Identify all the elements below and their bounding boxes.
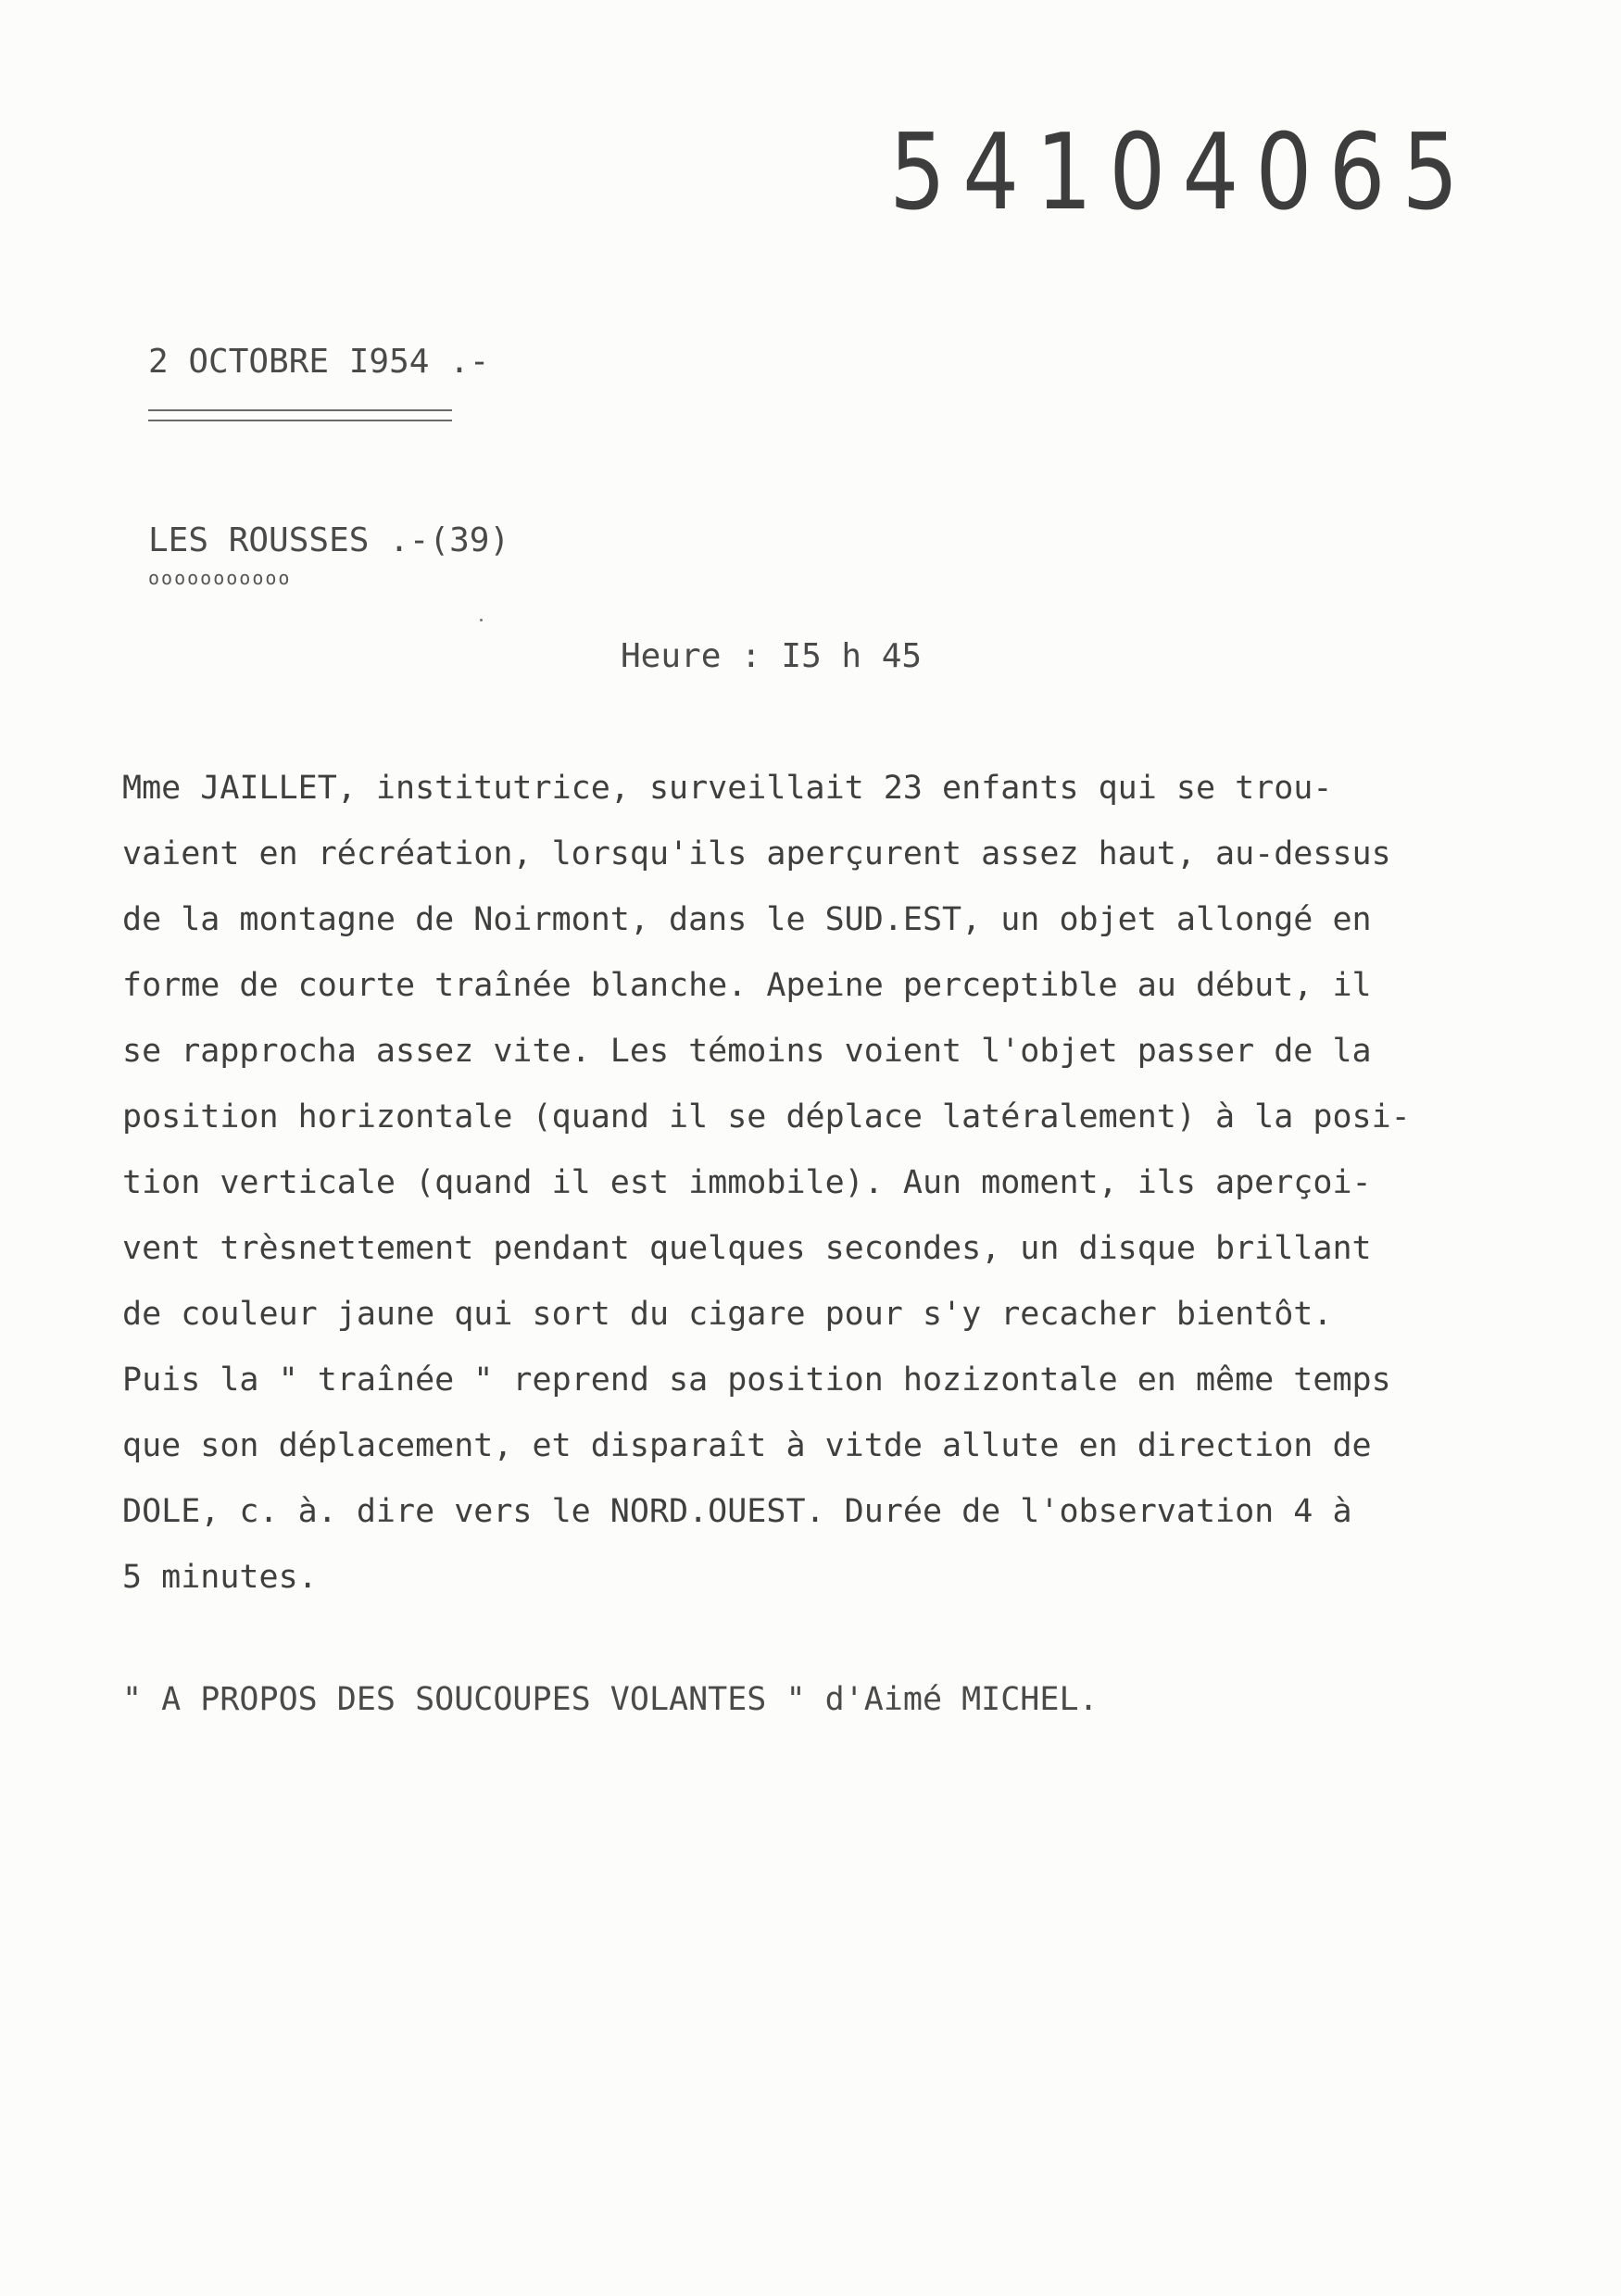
date-underline <box>148 409 452 421</box>
body-line: Puis la " traînée " reprend sa position hozizontale en même temps <box>122 1361 1391 1399</box>
body-line: se rapprocha assez vite. Les témoins voient l'objet passer de la <box>122 1033 1372 1070</box>
body-line: position horizontale (quand il se déplace latéralement) à la posi- <box>122 1098 1411 1135</box>
document-number: 54104065 <box>889 111 1476 234</box>
report-time: Heure : I5 h 45 <box>621 637 923 675</box>
body-line: vent trèsnettement pendant quelques secondes, un disque brillant <box>122 1230 1372 1267</box>
body-line: que son déplacement, et disparaît à vitde allute en direction de <box>122 1427 1372 1464</box>
body-line: vaient en récréation, lorsqu'ils aperçurent assez haut, au-dessus <box>122 835 1391 872</box>
body-line: 5 minutes. <box>122 1559 318 1596</box>
report-body <box>122 756 1567 1611</box>
body-line: tion verticale (quand il est immobile). Aun moment, ils aperçoi- <box>122 1164 1372 1201</box>
body-line: de la montagne de Noirmont, dans le SUD.EST, un objet allongé en <box>122 901 1372 938</box>
paper-speck <box>480 619 483 621</box>
report-location: LES ROUSSES .-(39) <box>148 521 510 559</box>
body-line: de couleur jaune qui sort du cigare pour s'y recacher bientôt. <box>122 1296 1333 1333</box>
body-line: Mme JAILLET, institutrice, surveillait 23 enfants qui se trou- <box>122 770 1333 807</box>
body-line: DOLE, c. à. dire vers le NORD.OUEST. Durée de l'observation 4 à <box>122 1493 1352 1530</box>
location-underline: ooooooooooo <box>148 567 292 589</box>
report-date: 2 OCTOBRE I954 .- <box>148 343 490 381</box>
source-citation: " A PROPOS DES SOUCOUPES VOLANTES " d'Aimé MICHEL. <box>122 1681 1099 1718</box>
body-line: forme de courte traînée blanche. Apeine perceptible au début, il <box>122 967 1372 1004</box>
